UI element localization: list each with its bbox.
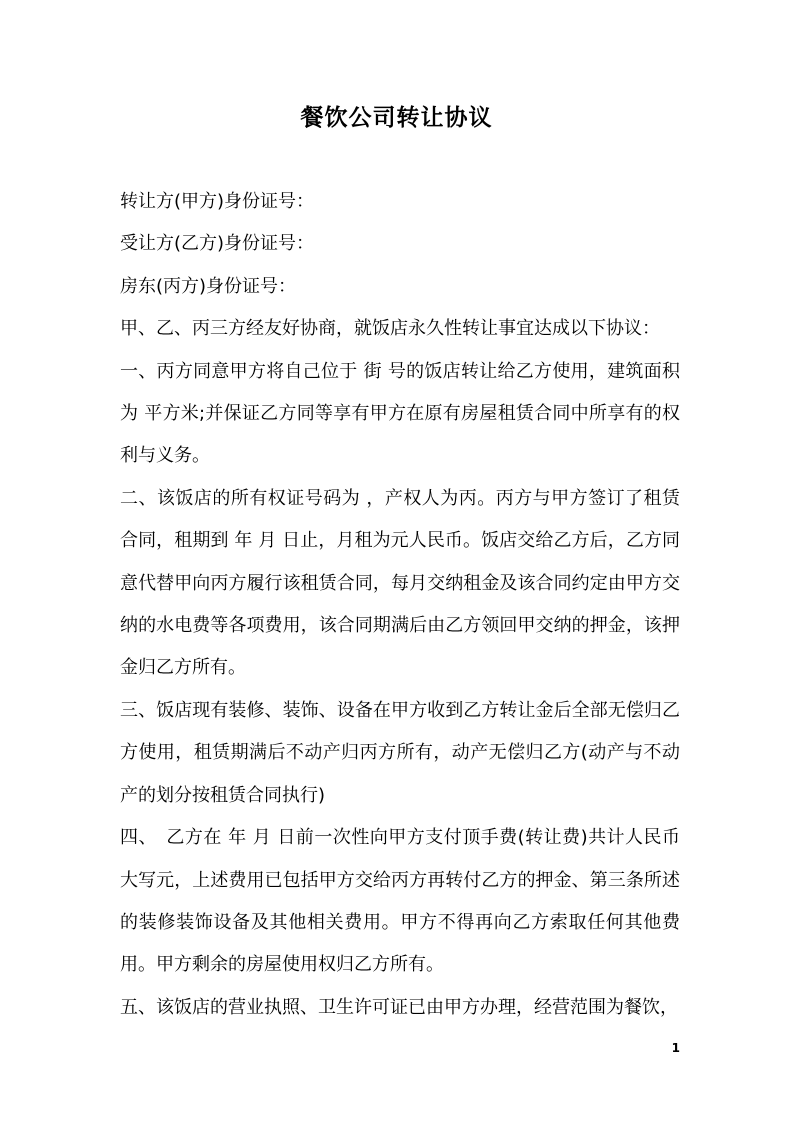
clause-1: 一、丙方同意甲方将自己位于 街 号的饭店转让给乙方使用，建筑面积为 平方米;并保证乙方同等享有甲方在原有房屋租赁合同中所享有的权利与义务。 — [120, 360, 680, 467]
clause-5: 五、该饭店的营业执照、卫生许可证已由甲方办理，经营范围为餐饮， — [120, 996, 678, 1018]
transferee-id-line: 受让方(乙方)身份证号： — [120, 233, 315, 255]
document-body — [120, 181, 680, 1029]
document-title: 餐饮公司转让协议 — [300, 105, 493, 131]
clause-2: 二、该饭店的所有权证号码为 ，产权人为丙。丙方与甲方签订了租赁合同，租期到 年 月 日止，月租为元人民币。饭店交给乙方后，乙方同意代替甲向丙方履行该租赁合同，每月交纳租金及该合同约定由甲方交纳的水电费等各项费用，该合同期满后由乙方领回甲交纳的押金，该押金归乙方所有。 — [120, 487, 680, 679]
clause-3: 三、饭店现有装修、装饰、设备在甲方收到乙方转让金后全部无偿归乙方使用，租赁期满后不动产归丙方所有，动产无偿归乙方(动产与不动产的划分按租赁合同执行) — [120, 699, 680, 806]
transferor-id-line: 转让方(甲方)身份证号： — [120, 191, 315, 212]
clause-4: 四、 乙方在 年 月 日前一次性向甲方支付顶手费(转让费)共计人民币大写元，上述费用已包括甲方交给丙方再转付乙方的押金、第三条所述的装修装饰设备及其他相关费用。甲方不得再向乙方索取任何其他费用。甲方剩余的房屋使用权归乙方所有。 — [120, 827, 680, 976]
page-number: 1 — [671, 1041, 680, 1055]
landlord-id-line: 房东(丙方)身份证号： — [120, 275, 297, 297]
agreement-preamble: 甲、乙、丙三方经友好协商，就饭店永久性转让事宜达成以下协议： — [120, 318, 660, 340]
